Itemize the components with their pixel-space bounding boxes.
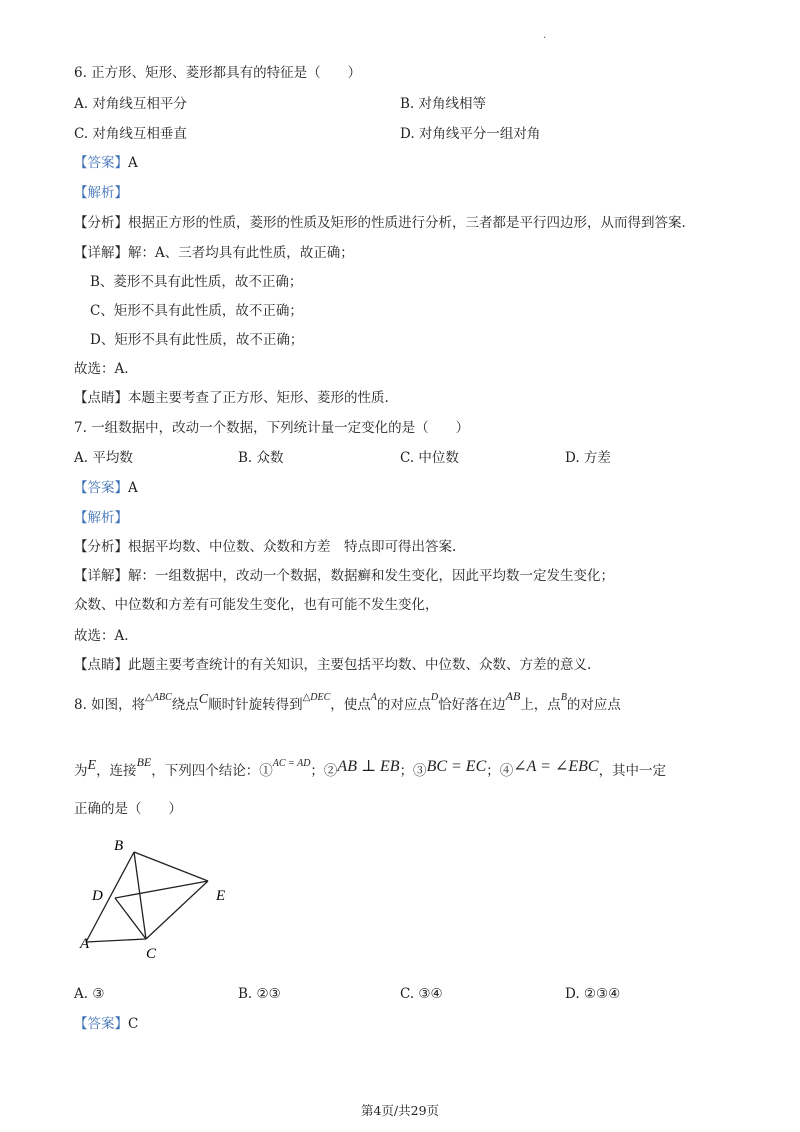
xiangjie-tag: 【详解】	[74, 245, 128, 261]
q6-xiangjie	[74, 244, 354, 262]
q8-text: ，连接	[96, 763, 137, 779]
dianjing-tag: 【点睛】	[74, 657, 128, 673]
xiangjie-tag: 【详解】	[74, 568, 128, 584]
triangle-dec: △DEC	[302, 692, 331, 703]
q8-text: 恰好落在边	[438, 697, 506, 713]
q6-detail-b: B、菱形不具有此性质，故不正确；	[90, 274, 303, 290]
q8-text: ；③	[399, 763, 427, 779]
q8-option-c: C. ③④	[400, 986, 443, 1002]
conclusion-3: BC = EC	[426, 758, 487, 775]
q6-fenxi	[74, 214, 686, 232]
q8-text: ，其中一定	[598, 763, 667, 779]
q7-option-a: A. 平均数	[74, 450, 133, 466]
point-b: B	[560, 692, 567, 703]
q8-text: ，使点	[330, 697, 371, 713]
label-e: E	[216, 888, 226, 904]
q6-dianjing	[74, 389, 389, 407]
analysis-tag: 【解析】	[74, 510, 128, 526]
rotation-figure	[74, 832, 244, 962]
q8-text: 上，点	[520, 697, 561, 713]
dianjing-tag: 【点睛】	[74, 390, 128, 406]
q8-text: 的对应点	[376, 697, 431, 713]
conclusion-2: AB ⊥ EB	[337, 758, 400, 775]
q7-analysis-tag	[74, 509, 128, 527]
q8-option-d: D. ②③④	[565, 986, 621, 1002]
point-c: C	[198, 692, 209, 707]
label-d: D	[92, 888, 103, 904]
q8-line-1	[74, 689, 621, 718]
q8-line-3: 正确的是（ ）	[74, 801, 182, 817]
q8-text: ，下列四个结论：①	[151, 763, 273, 779]
segment-ec-line	[146, 881, 208, 939]
fenxi-text: 根据平均数、中位数、众数和方差 特点即可得出答案.	[128, 539, 457, 555]
fenxi-text: 根据正方形的性质，菱形的性质及矩形的性质进行分析，三者都是平行四边形，从而得到答案.	[128, 215, 686, 231]
q8-text: ；②	[310, 763, 338, 779]
answer-value: A	[128, 155, 138, 171]
q7-option-b: B. 众数	[238, 450, 284, 466]
q7-option-c: C. 中位数	[400, 450, 459, 466]
q8-answer	[74, 1015, 138, 1033]
answer-value: A	[128, 480, 138, 496]
q6-detail-c: C、矩形不具有此性质，故不正确；	[90, 303, 303, 319]
dianjing-text: 本题主要考查了正方形、矩形、菱形的性质.	[128, 390, 389, 406]
point-d: D	[430, 692, 439, 703]
label-a: A	[80, 936, 90, 952]
q6-stem: 6. 正方形、矩形、菱形都具有的特征是（ ）	[74, 65, 362, 81]
triangle-abc: △ABC	[145, 692, 172, 703]
point-a: A	[370, 692, 377, 703]
q7-stem: 7. 一组数据中，改动一个数据，下列统计量一定变化的是（ ）	[74, 420, 470, 436]
q7-choose: 故选：A.	[74, 628, 129, 644]
conclusion-1: AC = AD	[272, 758, 311, 769]
q6-option-b: B. 对角线相等	[400, 96, 487, 112]
segment-ab: AB	[505, 689, 521, 703]
q6-option-d: D. 对角线平分一组对角	[400, 126, 541, 142]
conclusion-4: ∠A = ∠EBC	[513, 758, 599, 775]
q6-analysis-tag	[74, 184, 128, 202]
q7-fenxi	[74, 538, 456, 556]
q6-detail-d: D、矩形不具有此性质，故不正确；	[90, 332, 304, 348]
answer-tag: 【答案】	[74, 155, 128, 171]
q8-text: ；④	[486, 763, 514, 779]
q7-xiangjie	[74, 567, 614, 585]
answer-tag: 【答案】	[74, 1016, 128, 1032]
point-e: E	[87, 758, 97, 773]
xiangjie-text: 解：一组数据中，改动一个数据，数据癣和发生变化，因此平均数一定发生变化；	[128, 568, 614, 584]
segment-de-line	[115, 881, 208, 898]
q8-text: 的对应点	[566, 697, 621, 713]
q7-detail-2: 众数、中位数和方差有可能发生变化，也有可能不发生变化，	[74, 597, 439, 613]
fenxi-tag: 【分析】	[74, 215, 128, 231]
fenxi-tag: 【分析】	[74, 539, 128, 555]
label-b: B	[114, 838, 124, 854]
q6-answer	[74, 154, 138, 172]
segment-ac-line	[86, 939, 146, 942]
q8-text: 顺时针旋转得到	[208, 697, 303, 713]
label-c: C	[146, 946, 157, 962]
segment-be-line	[134, 852, 208, 881]
analysis-tag: 【解析】	[74, 185, 128, 201]
q8-option-b: B. ②③	[238, 986, 281, 1002]
q7-option-d: D. 方差	[565, 450, 611, 466]
q6-option-c: C. 对角线互相垂直	[74, 126, 187, 142]
page-footer: 第4页/共29页	[360, 1103, 440, 1118]
q8-text: 为	[74, 763, 88, 779]
q8-text: 绕点	[171, 697, 199, 713]
q7-answer	[74, 479, 138, 497]
q8-text: 8. 如图，将	[74, 697, 146, 713]
q6-choose: 故选：A.	[74, 361, 129, 377]
answer-tag: 【答案】	[74, 480, 128, 496]
q7-dianjing	[74, 656, 591, 674]
answer-value: C	[128, 1016, 139, 1032]
segment-be: BE	[136, 755, 152, 769]
q6-option-a: A. 对角线互相平分	[74, 96, 187, 112]
q8-line-2	[74, 755, 667, 784]
xiangjie-text: 解：A、三者均具有此性质，故正确；	[128, 245, 354, 261]
dianjing-text: 此题主要考查统计的有关知识，主要包括平均数、中位数、众数、方差的意义.	[128, 657, 592, 673]
header-dot: .	[543, 30, 547, 41]
q8-option-a: A. ③	[74, 986, 105, 1002]
